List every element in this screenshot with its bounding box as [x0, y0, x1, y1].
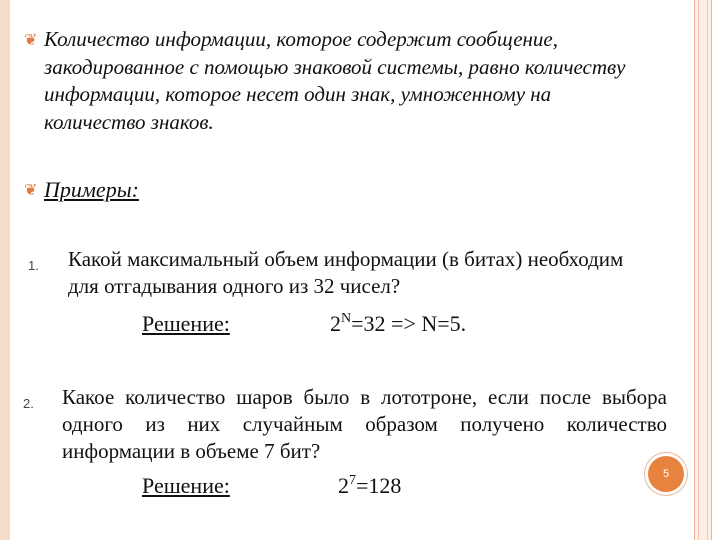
leaf-bullet-icon: ❦ [24, 32, 38, 49]
question-number: 2. [23, 396, 34, 411]
left-frame-stripe [0, 0, 10, 540]
examples-heading: Примеры: [44, 177, 139, 202]
question-number: 1. [28, 258, 39, 273]
solution-2-label: Решение: [142, 473, 230, 498]
question-2-text: Какое количество шаров было в лототроне, если после выбора одного из них случайным образом получено количество информации в объеме 7 бит? [62, 385, 667, 463]
solution-1-formula: $2^N=32 => N=5$. [330, 311, 467, 336]
right-frame-border [694, 0, 712, 540]
question-1-text: Какой максимальный объем информации (в битах) необходим для отгадывания одного из 32 чисел? [68, 247, 624, 298]
solution-2-formula: $2^7=128$ [338, 473, 402, 498]
leaf-bullet-icon: ❦ [24, 182, 38, 199]
solution-1-label: Решение: [142, 311, 230, 336]
page-number-badge: 5 [645, 453, 687, 495]
definition-text: Количество информации, которое содержит сообщение, закодированное с помощью знаковой системы, равно количеству информации, которое несет один знак, умноженному на количество знаков. [44, 27, 626, 134]
